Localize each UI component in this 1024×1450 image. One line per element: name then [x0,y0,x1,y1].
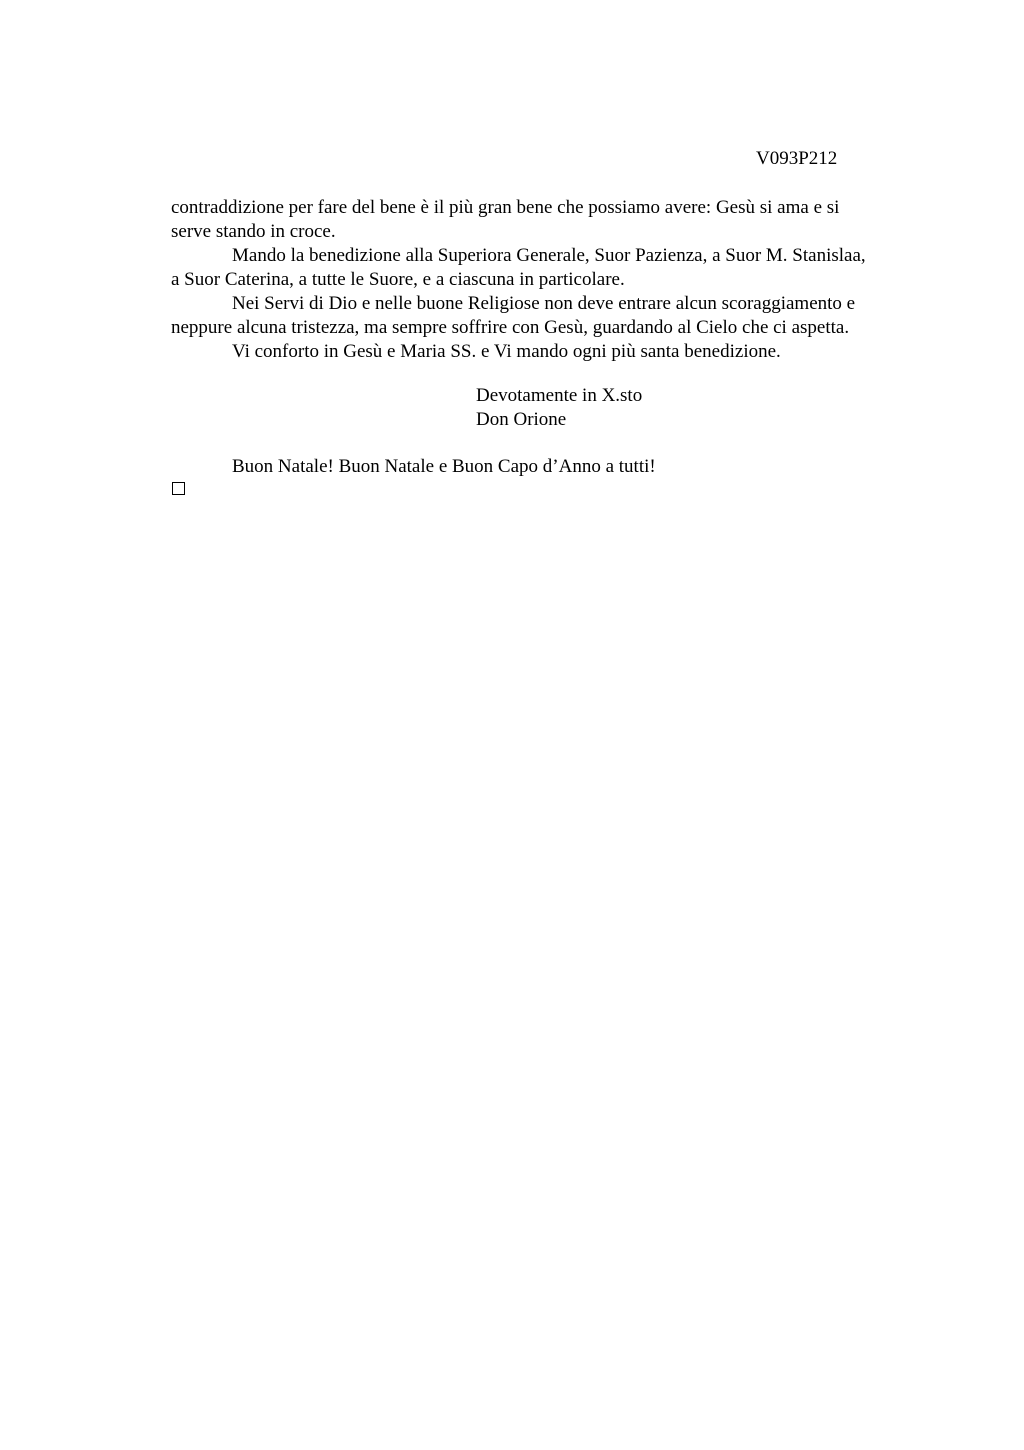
page-reference: V093P212 [756,148,838,169]
body-line: Vi conforto in Gesù e Maria SS. e Vi mando ogni più santa benedizione. [232,341,781,362]
body-line: Mando la benedizione alla Superiora Generale, Suor Pazienza, a Suor M. Stanislaa, [232,245,866,266]
body-line: contraddizione per fare del bene è il più gran bene che possiamo avere: Gesù si ama e si [171,197,840,218]
body-line: neppure alcuna tristezza, ma sempre soffrire con Gesù, guardando al Cielo che ci aspetta. [171,317,850,338]
letter-body [171,196,931,364]
postscript-greeting: Buon Natale! Buon Natale e Buon Capo d’Anno a tutti! [232,456,656,477]
closing-block [476,384,642,432]
body-line: serve stando in croce. [171,221,336,242]
body-line: Nei Servi di Dio e nelle buone Religiose non deve entrare alcun scoraggiamento e [232,293,856,314]
body-line: a Suor Caterina, a tutte le Suore, e a ciascuna in particolare. [171,269,625,290]
empty-square-icon [172,482,185,495]
closing-salutation: Devotamente in X.sto [476,385,643,406]
signature: Don Orione [476,409,567,430]
